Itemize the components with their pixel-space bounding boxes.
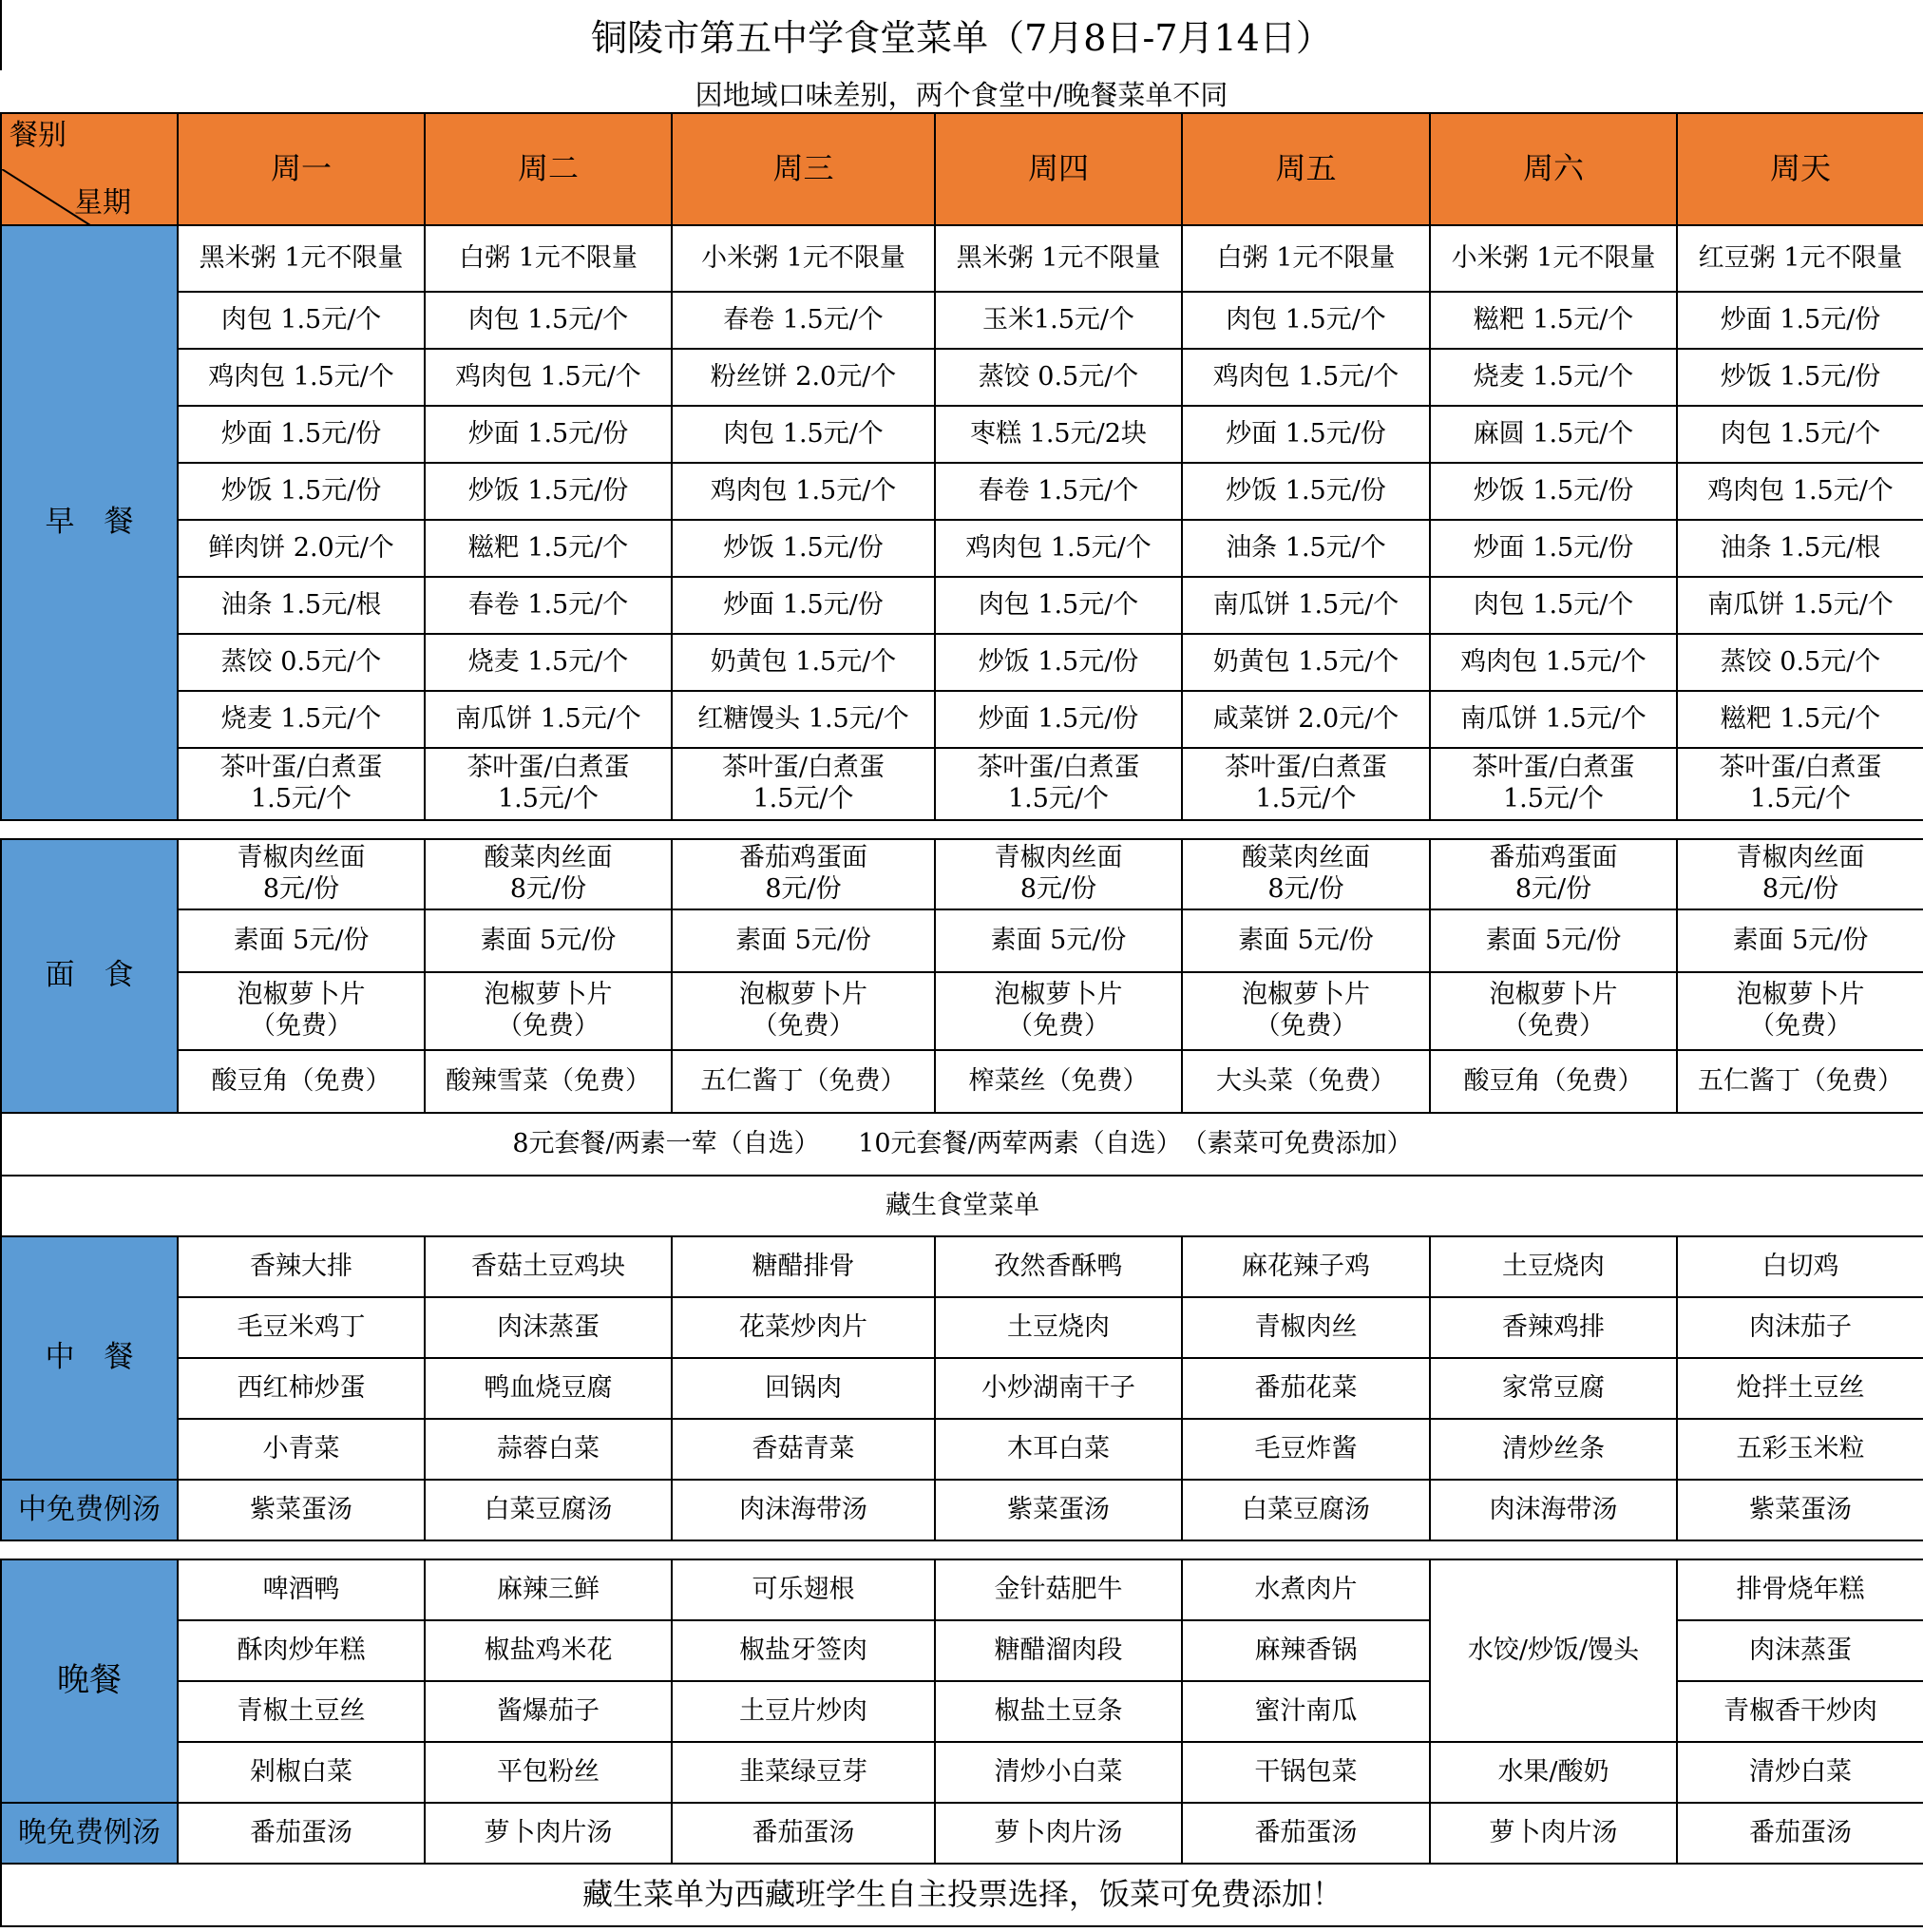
- lunch-dish: 肉沫蒸蛋: [425, 1297, 672, 1358]
- breakfast-egg-item: [425, 748, 672, 820]
- breakfast-egg-item: [1430, 748, 1677, 820]
- breakfast-item: 小米粥 1元不限量: [1430, 225, 1677, 292]
- breakfast-item: 春卷 1.5元/个: [425, 577, 672, 634]
- page-subtitle: 因地域口味差别，两个食堂中/晚餐菜单不同: [695, 79, 1228, 111]
- plain-noodle-item: 素面 5元/份: [1182, 909, 1430, 972]
- dinner-dish: 酥肉炒年糕: [178, 1620, 425, 1681]
- lunch-dish: 家常豆腐: [1430, 1358, 1677, 1419]
- breakfast-egg-item-line: 茶叶蛋/白煮蛋: [466, 753, 630, 783]
- menu-table: [0, 112, 1923, 1927]
- pickle-item: [672, 972, 935, 1050]
- lunch-dish: 香辣大排: [178, 1236, 425, 1297]
- dinner-dish: 剁椒白菜: [178, 1742, 425, 1803]
- breakfast-item: 鸡肉包 1.5元/个: [178, 349, 425, 406]
- lunch-soup: 白菜豆腐汤: [1182, 1480, 1430, 1540]
- breakfast-egg-item-line: 1.5元/个: [1502, 784, 1605, 813]
- lunch-dish: 土豆烧肉: [935, 1297, 1182, 1358]
- breakfast-item: 玉米1.5元/个: [935, 292, 1182, 349]
- lunch-dish: 香菇青菜: [672, 1419, 935, 1480]
- breakfast-item: 肉包 1.5元/个: [935, 577, 1182, 634]
- set-meal-note: 8元套餐/两素一荤（自选） 10元套餐/两荤两素（自选） （素菜可免费添加）: [1, 1113, 1923, 1176]
- breakfast-item: 南瓜饼 1.5元/个: [425, 691, 672, 748]
- lunch-dish: 白切鸡: [1677, 1236, 1923, 1297]
- breakfast-egg-item-line: 1.5元/个: [1007, 784, 1110, 813]
- breakfast-item: 小米粥 1元不限量: [672, 225, 935, 292]
- free-side-item: 五仁酱丁（免费）: [672, 1050, 935, 1113]
- breakfast-item: 肉包 1.5元/个: [425, 292, 672, 349]
- breakfast-egg-item-line: 茶叶蛋/白煮蛋: [977, 753, 1140, 783]
- dinner-label: 晚餐: [1, 1559, 178, 1803]
- breakfast-item: 炒饭 1.5元/份: [178, 463, 425, 520]
- breakfast-item: 烧麦 1.5元/个: [1430, 349, 1677, 406]
- meat-noodle-item-line: 青椒肉丝面: [994, 843, 1123, 873]
- breakfast-item: 白粥 1元不限量: [425, 225, 672, 292]
- breakfast-item: 糍粑 1.5元/个: [425, 520, 672, 577]
- breakfast-egg-item-line: 茶叶蛋/白煮蛋: [721, 753, 885, 783]
- pickle-item: [1430, 972, 1677, 1050]
- meat-noodle-item: [1182, 839, 1430, 909]
- breakfast-item: 炒面 1.5元/份: [178, 406, 425, 463]
- pickle-item-line: （免费）: [1749, 1011, 1852, 1041]
- breakfast-egg-item: [935, 748, 1182, 820]
- page-title: 铜陵市第五中学食堂菜单（7月8日-7月14日）: [591, 17, 1332, 59]
- plain-noodle-item: 素面 5元/份: [935, 909, 1182, 972]
- lunch-dish: 回锅肉: [672, 1358, 935, 1419]
- dinner-dish: 蜜汁南瓜: [1182, 1681, 1430, 1742]
- breakfast-label: 早 餐: [1, 225, 178, 820]
- breakfast-item: 炒饭 1.5元/份: [935, 634, 1182, 691]
- breakfast-egg-item: [178, 748, 425, 820]
- meat-noodle-item-line: 8元/份: [509, 874, 587, 904]
- breakfast-item: 奶黄包 1.5元/个: [672, 634, 935, 691]
- breakfast-item: 麻圆 1.5元/个: [1430, 406, 1677, 463]
- dinner-dish: 水煮肉片: [1182, 1559, 1430, 1620]
- breakfast-item: 炒面 1.5元/份: [1430, 520, 1677, 577]
- breakfast-item: 黑米粥 1元不限量: [935, 225, 1182, 292]
- breakfast-item: 蒸饺 0.5元/个: [1677, 634, 1923, 691]
- pickle-item-line: 泡椒萝卜片: [1242, 980, 1370, 1010]
- breakfast-item: 咸菜饼 2.0元/个: [1182, 691, 1430, 748]
- noodles-label: 面 食: [1, 839, 178, 1113]
- dinner-soup: 番茄蛋汤: [1677, 1803, 1923, 1864]
- dinner-dish: 清炒白菜: [1677, 1742, 1923, 1803]
- breakfast-item: 油条 1.5元/根: [1677, 520, 1923, 577]
- day-header: 周六: [1430, 113, 1677, 225]
- breakfast-item: 炒面 1.5元/份: [1677, 292, 1923, 349]
- breakfast-item: 枣糕 1.5元/2块: [935, 406, 1182, 463]
- breakfast-egg-item-line: 茶叶蛋/白煮蛋: [219, 753, 383, 783]
- plain-noodle-item: 素面 5元/份: [672, 909, 935, 972]
- breakfast-egg-item: [1677, 748, 1923, 820]
- breakfast-item: 炒面 1.5元/份: [935, 691, 1182, 748]
- pickle-item-line: （免费）: [497, 1011, 600, 1041]
- pickle-item: [425, 972, 672, 1050]
- breakfast-item: 肉包 1.5元/个: [1182, 292, 1430, 349]
- breakfast-item: 奶黄包 1.5元/个: [1182, 634, 1430, 691]
- breakfast-item: 南瓜饼 1.5元/个: [1430, 691, 1677, 748]
- plain-noodle-item: 素面 5元/份: [425, 909, 672, 972]
- breakfast-item: 鸡肉包 1.5元/个: [1677, 463, 1923, 520]
- meat-noodle-item: [935, 839, 1182, 909]
- meat-noodle-item: [178, 839, 425, 909]
- meat-noodle-item-line: 8元/份: [765, 874, 842, 904]
- dinner-soup: 萝卜肉片汤: [425, 1803, 672, 1864]
- dinner-dish: 椒盐鸡米花: [425, 1620, 672, 1681]
- pickle-item-line: （免费）: [250, 1011, 352, 1041]
- dinner-dish: 酱爆茄子: [425, 1681, 672, 1742]
- dinner-dish: 肉沫蒸蛋: [1677, 1620, 1923, 1681]
- meat-noodle-item: [1677, 839, 1923, 909]
- dinner-dish: 糖醋溜肉段: [935, 1620, 1182, 1681]
- lunch-dish: 毛豆米鸡丁: [178, 1297, 425, 1358]
- breakfast-item: 粉丝饼 2.0元/个: [672, 349, 935, 406]
- breakfast-item: 炒饭 1.5元/份: [425, 463, 672, 520]
- pickle-item-line: （免费）: [1007, 1011, 1110, 1041]
- meat-noodle-item-line: 8元/份: [1019, 874, 1097, 904]
- breakfast-item: 红糖馒头 1.5元/个: [672, 691, 935, 748]
- meat-noodle-item-line: 青椒肉丝面: [237, 843, 366, 873]
- meat-noodle-item-line: 8元/份: [1761, 874, 1839, 904]
- dinner-soup-label: 晚免费例汤: [1, 1803, 178, 1864]
- meat-noodle-item-line: 酸菜肉丝面: [484, 843, 613, 873]
- breakfast-item: 南瓜饼 1.5元/个: [1182, 577, 1430, 634]
- breakfast-item: 炒面 1.5元/份: [672, 577, 935, 634]
- breakfast-egg-item-line: 茶叶蛋/白煮蛋: [1224, 753, 1388, 783]
- breakfast-item: 肉包 1.5元/个: [1430, 577, 1677, 634]
- breakfast-item: 白粥 1元不限量: [1182, 225, 1430, 292]
- lunch-dish: 麻花辣子鸡: [1182, 1236, 1430, 1297]
- free-side-item: 五仁酱丁（免费）: [1677, 1050, 1923, 1113]
- pickle-item-line: 泡椒萝卜片: [237, 980, 366, 1010]
- pickle-item-line: 泡椒萝卜片: [1489, 980, 1618, 1010]
- lunch-dish: 木耳白菜: [935, 1419, 1182, 1480]
- lunch-soup: 紫菜蛋汤: [1677, 1480, 1923, 1540]
- lunch-soup-label: 中免费例汤: [1, 1480, 178, 1540]
- breakfast-egg-item-line: 茶叶蛋/白煮蛋: [1719, 753, 1882, 783]
- breakfast-egg-item-line: 1.5元/个: [250, 784, 352, 813]
- breakfast-item: 黑米粥 1元不限量: [178, 225, 425, 292]
- breakfast-item: 炒饭 1.5元/份: [672, 520, 935, 577]
- pickle-item-line: 泡椒萝卜片: [994, 980, 1123, 1010]
- lunch-dish: 毛豆炸酱: [1182, 1419, 1430, 1480]
- plain-noodle-item: 素面 5元/份: [1430, 909, 1677, 972]
- pickle-item: [178, 972, 425, 1050]
- day-header: 周五: [1182, 113, 1430, 225]
- lunch-dish: 小炒湖南干子: [935, 1358, 1182, 1419]
- corner-header: [1, 113, 178, 225]
- pickle-item-line: 泡椒萝卜片: [739, 980, 867, 1010]
- plain-noodle-item: 素面 5元/份: [178, 909, 425, 972]
- breakfast-item: 鲜肉饼 2.0元/个: [178, 520, 425, 577]
- lunch-dish: 土豆烧肉: [1430, 1236, 1677, 1297]
- free-side-item: 酸辣雪菜（免费）: [425, 1050, 672, 1113]
- lunch-dish: 糖醋排骨: [672, 1236, 935, 1297]
- section-gap: [1, 820, 1923, 839]
- dinner-soup: 番茄蛋汤: [672, 1803, 935, 1864]
- breakfast-item: 油条 1.5元/个: [1182, 520, 1430, 577]
- meat-noodle-item: [1430, 839, 1677, 909]
- day-header: 周一: [178, 113, 425, 225]
- tibet-canteen-title: 藏生食堂菜单: [1, 1176, 1923, 1236]
- dinner-dish: 土豆片炒肉: [672, 1681, 935, 1742]
- free-side-item: 大头菜（免费）: [1182, 1050, 1430, 1113]
- meat-noodle-item-line: 青椒肉丝面: [1736, 843, 1865, 873]
- free-side-item: 榨菜丝（免费）: [935, 1050, 1182, 1113]
- lunch-soup: 紫菜蛋汤: [935, 1480, 1182, 1540]
- corner-meal-label: 餐别: [10, 119, 67, 153]
- dinner-soup: 番茄蛋汤: [1182, 1803, 1430, 1864]
- lunch-dish: 西红柿炒蛋: [178, 1358, 425, 1419]
- lunch-dish: 花菜炒肉片: [672, 1297, 935, 1358]
- meat-noodle-item: [425, 839, 672, 909]
- pickle-item-line: 泡椒萝卜片: [1736, 980, 1865, 1010]
- pickle-item-line: （免费）: [1502, 1011, 1605, 1041]
- pickle-item-line: （免费）: [1254, 1011, 1358, 1041]
- lunch-dish: 蒜蓉白菜: [425, 1419, 672, 1480]
- breakfast-item: 鸡肉包 1.5元/个: [935, 520, 1182, 577]
- pickle-item-line: 泡椒萝卜片: [484, 980, 613, 1010]
- breakfast-item: 糍粑 1.5元/个: [1430, 292, 1677, 349]
- breakfast-item: 肉包 1.5元/个: [1677, 406, 1923, 463]
- lunch-dish: 肉沫茄子: [1677, 1297, 1923, 1358]
- saturday-dinner-main: 水饺/炒饭/馒头: [1430, 1559, 1677, 1742]
- breakfast-item: 鸡肉包 1.5元/个: [1182, 349, 1430, 406]
- dinner-dish: 排骨烧年糕: [1677, 1559, 1923, 1620]
- lunch-dish: 炝拌土豆丝: [1677, 1358, 1923, 1419]
- section-gap: [1, 1540, 1923, 1559]
- breakfast-item: 烧麦 1.5元/个: [425, 634, 672, 691]
- pickle-item: [1182, 972, 1430, 1050]
- dinner-soup: 萝卜肉片汤: [935, 1803, 1182, 1864]
- lunch-dish: 香辣鸡排: [1430, 1297, 1677, 1358]
- breakfast-egg-item-line: 1.5元/个: [1749, 784, 1852, 813]
- lunch-dish: 番茄花菜: [1182, 1358, 1430, 1419]
- breakfast-item: 烧麦 1.5元/个: [178, 691, 425, 748]
- lunch-dish: 孜然香酥鸭: [935, 1236, 1182, 1297]
- dinner-dish: 啤酒鸭: [178, 1559, 425, 1620]
- lunch-soup: 白菜豆腐汤: [425, 1480, 672, 1540]
- dinner-dish: 清炒小白菜: [935, 1742, 1182, 1803]
- lunch-dish: 香菇土豆鸡块: [425, 1236, 672, 1297]
- lunch-soup: 紫菜蛋汤: [178, 1480, 425, 1540]
- breakfast-item: 炒饭 1.5元/份: [1430, 463, 1677, 520]
- lunch-soup: 肉沫海带汤: [672, 1480, 935, 1540]
- day-header: 周四: [935, 113, 1182, 225]
- breakfast-egg-item-line: 1.5元/个: [1255, 784, 1357, 813]
- breakfast-item: 鸡肉包 1.5元/个: [672, 463, 935, 520]
- breakfast-item: 炒面 1.5元/份: [1182, 406, 1430, 463]
- pickle-item: [935, 972, 1182, 1050]
- dinner-dish: 麻辣香锅: [1182, 1620, 1430, 1681]
- footer-note: 藏生菜单为西藏班学生自主投票选择，饭菜可免费添加！: [1, 1864, 1923, 1926]
- lunch-dish: 鸭血烧豆腐: [425, 1358, 672, 1419]
- breakfast-item: 春卷 1.5元/个: [935, 463, 1182, 520]
- breakfast-item: 南瓜饼 1.5元/个: [1677, 577, 1923, 634]
- breakfast-item: 炒饭 1.5元/份: [1182, 463, 1430, 520]
- dinner-dish: 干锅包菜: [1182, 1742, 1430, 1803]
- breakfast-egg-item: [672, 748, 935, 820]
- day-header: 周二: [425, 113, 672, 225]
- meat-noodle-item-line: 8元/份: [1514, 874, 1592, 904]
- breakfast-egg-item-line: 茶叶蛋/白煮蛋: [1472, 753, 1635, 783]
- breakfast-egg-item-line: 1.5元/个: [752, 784, 854, 813]
- dinner-dish: 椒盐土豆条: [935, 1681, 1182, 1742]
- lunch-label: 中 餐: [1, 1236, 178, 1480]
- meat-noodle-item-line: 酸菜肉丝面: [1242, 843, 1370, 873]
- breakfast-item: 蒸饺 0.5元/个: [935, 349, 1182, 406]
- breakfast-item: 肉包 1.5元/个: [672, 406, 935, 463]
- breakfast-egg-item-line: 1.5元/个: [497, 784, 600, 813]
- breakfast-egg-item: [1182, 748, 1430, 820]
- breakfast-item: 炒饭 1.5元/份: [1677, 349, 1923, 406]
- meat-noodle-item-line: 番茄鸡蛋面: [1489, 843, 1618, 873]
- plain-noodle-item: 素面 5元/份: [1677, 909, 1923, 972]
- breakfast-item: 糍粑 1.5元/个: [1677, 691, 1923, 748]
- lunch-soup: 肉沫海带汤: [1430, 1480, 1677, 1540]
- lunch-dish: 小青菜: [178, 1419, 425, 1480]
- meat-noodle-item-line: 8元/份: [262, 874, 340, 904]
- dinner-dish: 平包粉丝: [425, 1742, 672, 1803]
- saturday-dinner-extra: 水果/酸奶: [1430, 1742, 1677, 1803]
- dinner-dish: 青椒土豆丝: [178, 1681, 425, 1742]
- lunch-dish: 五彩玉米粒: [1677, 1419, 1923, 1480]
- breakfast-item: 肉包 1.5元/个: [178, 292, 425, 349]
- free-side-item: 酸豆角（免费）: [178, 1050, 425, 1113]
- pickle-item: [1677, 972, 1923, 1050]
- breakfast-item: 春卷 1.5元/个: [672, 292, 935, 349]
- breakfast-item: 红豆粥 1元不限量: [1677, 225, 1923, 292]
- pickle-item-line: （免费）: [752, 1011, 855, 1041]
- meat-noodle-item: [672, 839, 935, 909]
- corner-weekday-label: 星期: [74, 186, 131, 220]
- day-header: 周三: [672, 113, 935, 225]
- dinner-soup: 萝卜肉片汤: [1430, 1803, 1677, 1864]
- day-header: 周天: [1677, 113, 1923, 225]
- breakfast-item: 鸡肉包 1.5元/个: [1430, 634, 1677, 691]
- dinner-dish: 金针菇肥牛: [935, 1559, 1182, 1620]
- dinner-dish: 韭菜绿豆芽: [672, 1742, 935, 1803]
- breakfast-item: 鸡肉包 1.5元/个: [425, 349, 672, 406]
- meat-noodle-item-line: 番茄鸡蛋面: [739, 843, 867, 873]
- free-side-item: 酸豆角（免费）: [1430, 1050, 1677, 1113]
- lunch-dish: 青椒肉丝: [1182, 1297, 1430, 1358]
- meat-noodle-item-line: 8元/份: [1267, 874, 1344, 904]
- dinner-dish: 麻辣三鲜: [425, 1559, 672, 1620]
- breakfast-item: 油条 1.5元/根: [178, 577, 425, 634]
- dinner-dish: 可乐翅根: [672, 1559, 935, 1620]
- breakfast-item: 蒸饺 0.5元/个: [178, 634, 425, 691]
- lunch-dish: 清炒丝条: [1430, 1419, 1677, 1480]
- breakfast-item: 炒面 1.5元/份: [425, 406, 672, 463]
- dinner-soup: 番茄蛋汤: [178, 1803, 425, 1864]
- dinner-dish: 椒盐牙签肉: [672, 1620, 935, 1681]
- dinner-dish: 青椒香干炒肉: [1677, 1681, 1923, 1742]
